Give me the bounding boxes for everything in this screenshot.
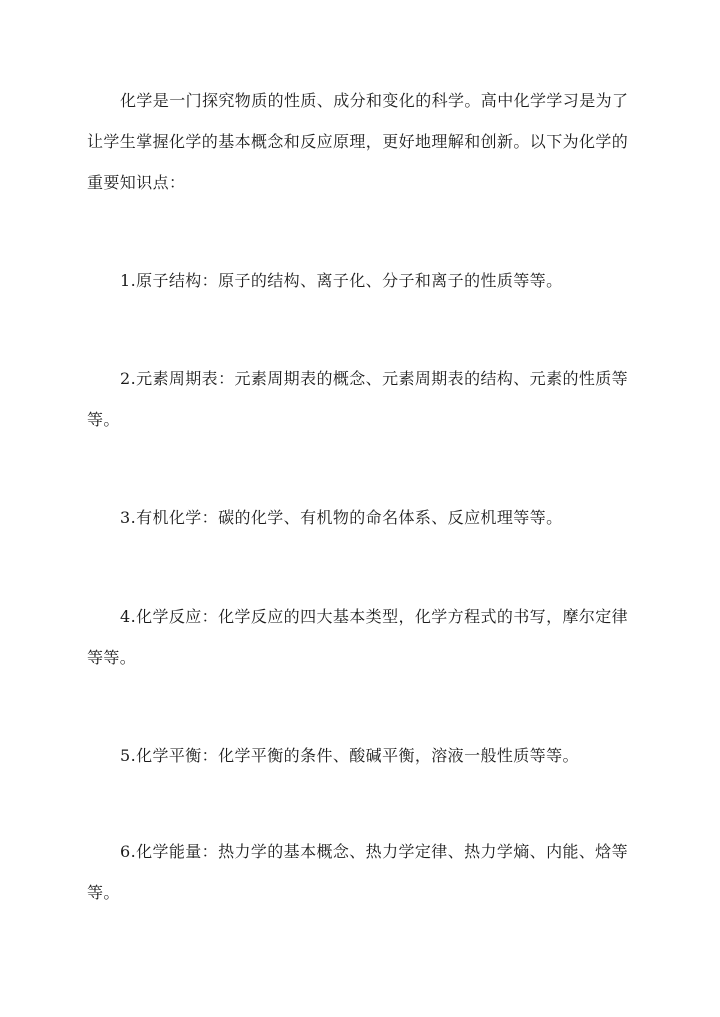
knowledge-item-atomic-structure: 1.原子结构：原子的结构、离子化、分子和离子的性质等等。 [120,271,563,290]
intro-paragraph: 化学是一门探究物质的性质、成分和变化的科学。高中化学学习是为了让学生掌握化学的基本概念和反应原理，更好地理解和创新。以下为化学的重要知识点： [87,91,629,192]
knowledge-item-organic-chemistry: 3.有机化学：碳的化学、有机物的命名体系、反应机理等等。 [120,508,563,527]
knowledge-item-chemical-reactions: 4.化学反应：化学反应的四大基本类型，化学方程式的书写，摩尔定律等等。 [87,607,629,667]
knowledge-item-periodic-table: 2.元素周期表：元素周期表的概念、元素周期表的结构、元素的性质等等。 [87,369,629,429]
knowledge-item-chemical-equilibrium: 5.化学平衡：化学平衡的条件、酸碱平衡，溶液一般性质等等。 [120,746,579,765]
knowledge-item-chemical-energy: 6.化学能量：热力学的基本概念、热力学定律、热力学熵、内能、焓等等。 [87,842,629,902]
